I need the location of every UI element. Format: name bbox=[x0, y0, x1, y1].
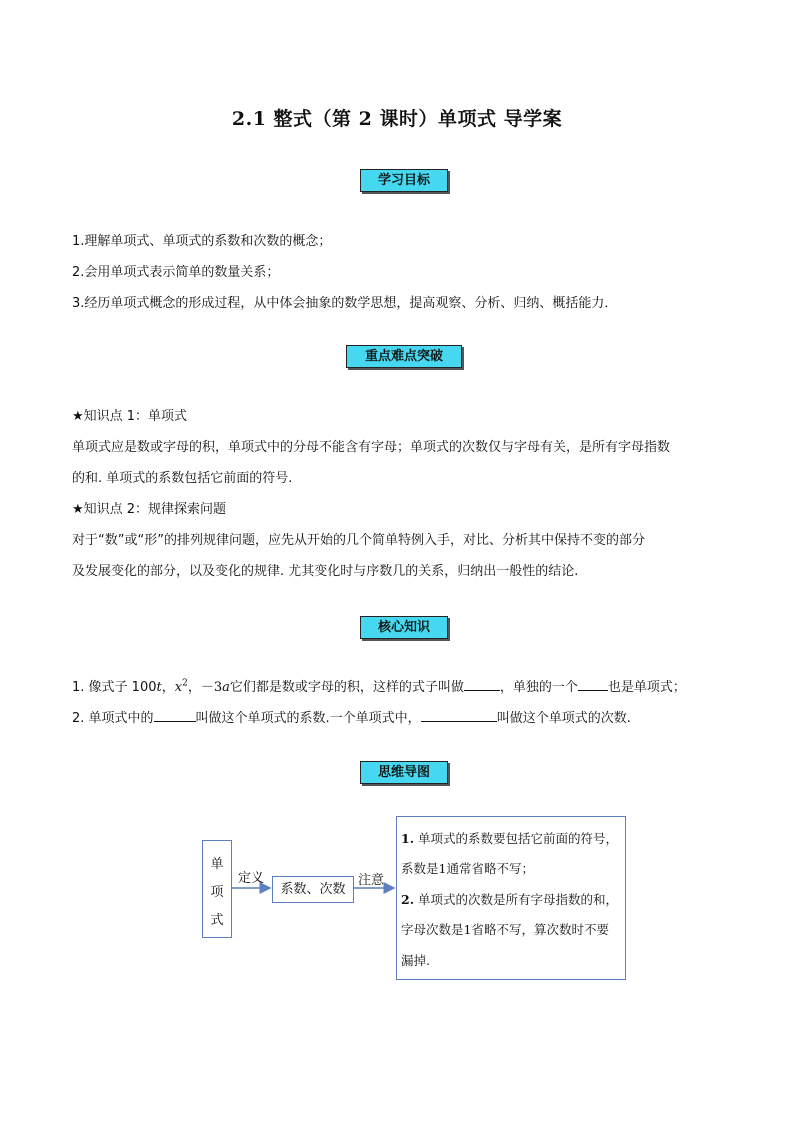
q1-comma-2: ， bbox=[187, 680, 201, 695]
q1-text-d: 也是单项式； bbox=[607, 680, 686, 695]
note-2-number: 2. bbox=[401, 892, 415, 907]
goal-item-2: 2.会用单项式表示简单的数量关系； bbox=[72, 265, 280, 280]
section-header-core: 核心知识 bbox=[360, 616, 448, 639]
note-2-line-2: 字母次数是1省略不写，算次数时不要 bbox=[401, 922, 609, 937]
note-2-line-1: 2. 单项式的次数是所有字母指数的和， bbox=[401, 892, 619, 907]
q2-text-c: 叫做这个单项式的次数. bbox=[496, 711, 631, 726]
var-t: t bbox=[156, 680, 162, 695]
root-char-1: 单 bbox=[210, 857, 224, 872]
note-1-line-2: 系数是1通常省略不写； bbox=[401, 861, 534, 876]
edge-label-note: 注意 bbox=[358, 873, 385, 888]
section-header-goals: 学习目标 bbox=[360, 169, 448, 192]
page-title: 2.1 整式（第 2 课时）单项式 导学案 bbox=[231, 108, 563, 130]
root-char-2: 项 bbox=[210, 885, 224, 900]
goal-item-3: 3.经历单项式概念的形成过程，从中体会抽象的数学思想，提高观察、分析、归纳、概括能力． bbox=[72, 296, 618, 311]
q2-text-a: 2. 单项式中的 bbox=[72, 711, 154, 726]
section-header-key-points: 重点难点突破 bbox=[346, 345, 462, 368]
q1-text-b: 它们都是数或字母的积，这样的式子叫做 bbox=[229, 680, 464, 695]
section-header-mindmap: 思维导图 bbox=[360, 761, 448, 784]
kp2-heading: ★知识点 2：规律探索问题 bbox=[72, 502, 227, 517]
exponent: 2 bbox=[182, 678, 188, 689]
q1-text-c: ，单独的一个 bbox=[499, 680, 578, 695]
kp1-line-2: 的和. 单项式的系数包括它前面的符号. bbox=[72, 471, 293, 486]
q2-text-b: 叫做这个单项式的系数.一个单项式中， bbox=[195, 711, 421, 726]
kp2-line-2: 及发展变化的部分，以及变化的规律. 尤其变化时与序数几的关系，归纳出一般性的结论. bbox=[72, 564, 579, 579]
q1-text-a: 1. 像式子 100 bbox=[72, 680, 157, 695]
neg-three: －3 bbox=[200, 680, 223, 695]
mindmap-mid-box: 系数、次数 bbox=[272, 876, 354, 903]
kp2-line-1: 对于“数”或“形”的排列规律问题，应先从开始的几个简单特例入手，对比、分析其中保持不变的部分 bbox=[72, 533, 645, 548]
note-1-line-1: 1. 单项式的系数要包括它前面的符号， bbox=[401, 831, 619, 846]
goal-item-1: 1.理解单项式、单项式的系数和次数的概念； bbox=[72, 234, 332, 249]
root-char-3: 式 bbox=[210, 913, 224, 928]
edge-label-definition: 定义 bbox=[238, 871, 265, 886]
kp1-heading: ★知识点 1：单项式 bbox=[72, 409, 188, 424]
var-a: a bbox=[222, 680, 230, 695]
var-x: x bbox=[174, 680, 183, 695]
note-1-number: 1. bbox=[401, 831, 415, 846]
q1-comma-1: ， bbox=[161, 680, 175, 695]
kp1-line-1: 单项式应是数或字母的积，单项式中的分母不能含有字母；单项式的次数仅与字母有关，是所有字母指数 bbox=[72, 440, 671, 455]
note-2-line-3: 漏掉. bbox=[401, 953, 430, 968]
